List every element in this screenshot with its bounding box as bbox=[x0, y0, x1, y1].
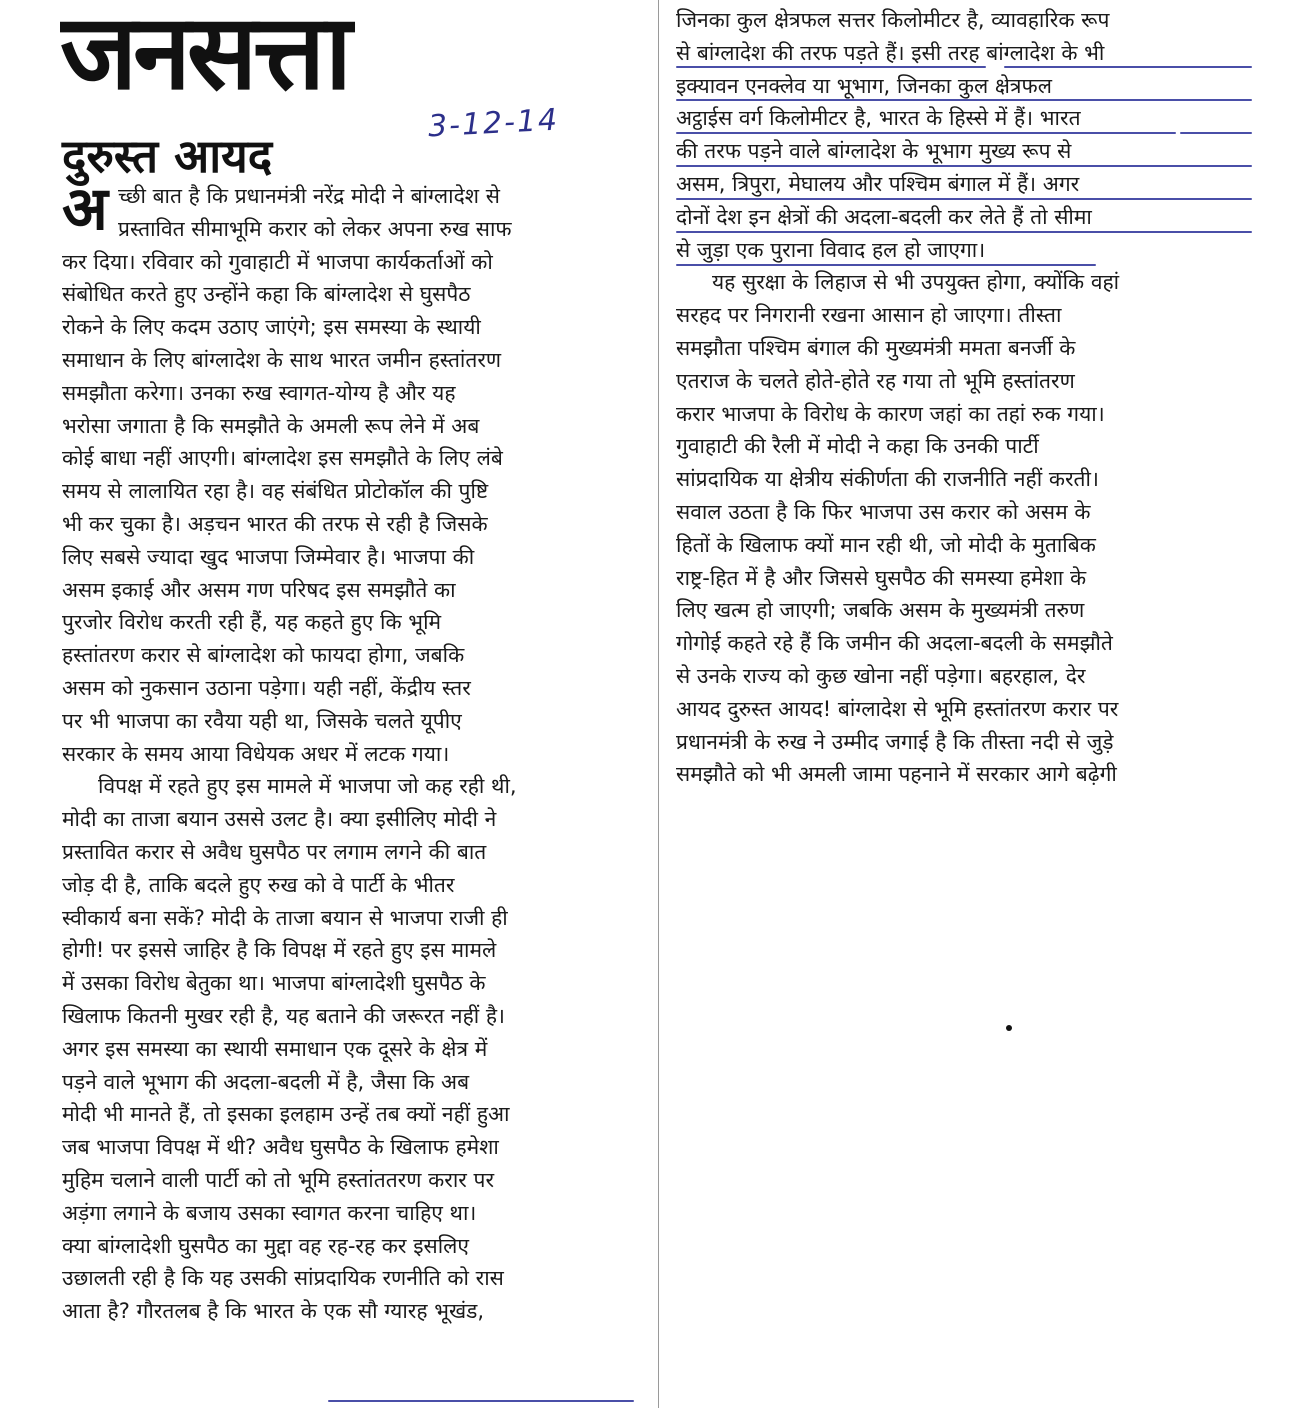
drop-cap-letter: अ bbox=[62, 174, 108, 244]
article-line: राष्ट्र-हित में है और जिससे घुसपैठ की समस्या हमेशा के bbox=[676, 565, 1087, 590]
article-line: लिए सबसे ज्यादा खुद भाजपा जिम्मेवार है। भाजपा की bbox=[62, 544, 475, 569]
article-line: असम इकाई और असम गण परिषद इस समझौते का bbox=[62, 577, 456, 602]
article-line: विपक्ष में रहते हुए इस मामले में भाजपा जो कह रही थी, bbox=[98, 774, 517, 799]
article-line: कोई बाधा नहीं आएगी। बांग्लादेश इस समझौते के लिए लंबे bbox=[62, 446, 503, 471]
article-line: लिए खत्म हो जाएगी; जबकि असम के मुख्यमंत्री तरुण bbox=[676, 598, 1085, 623]
article-line: अगर इस समस्या का स्थायी समाधान एक दूसरे के क्षेत्र में bbox=[62, 1036, 488, 1061]
handwritten-date-note: 3-12-14 bbox=[427, 102, 560, 145]
article-line: सांप्रदायिक या क्षेत्रीय संकीर्णता की राजनीति नहीं करती। bbox=[676, 467, 1099, 492]
article-line: संबोधित करते हुए उन्होंने कहा कि बांग्लादेश से घुसपैठ bbox=[62, 282, 471, 307]
pen-underline bbox=[1180, 132, 1252, 134]
print-speck bbox=[1006, 1025, 1012, 1031]
article-line: से जुड़ा एक पुराना विवाद हल हो जाएगा। bbox=[676, 237, 986, 262]
left-column bbox=[62, 174, 642, 1328]
article-line: सरकार के समय आया विधेयक अधर में लटक गया। bbox=[62, 741, 450, 766]
article-line: प्रधानमंत्री के रुख ने उम्मीद जगाई है कि तीस्ता नदी से जुड़े bbox=[676, 729, 1114, 754]
article-line: सवाल उठता है कि फिर भाजपा उस करार को असम के bbox=[676, 499, 1091, 524]
article-line: क्या बांग्लादेशी घुसपैठ का मुद्दा वह रह-रह कर इसलिए bbox=[62, 1233, 469, 1258]
article-line: च्छी बात है कि प्रधानमंत्री नरेंद्र मोदी ने बांग्लादेश से bbox=[118, 184, 500, 208]
article-line: समझौता करेगा। उनका रुख स्वागत-योग्य है और यह bbox=[62, 380, 456, 405]
article-line: पर भी भाजपा का रवैया यही था, जिसके चलते यूपीए bbox=[62, 708, 462, 733]
article-line: अड़ंगा लगाने के बजाय उसका स्वागत करना चाहिए था। bbox=[62, 1200, 477, 1225]
article-line: प्रस्तावित करार से अवैध घुसपैठ पर लगाम लगने की बात bbox=[62, 839, 487, 864]
article-line: समाधान के लिए बांग्लादेश के साथ भारत जमीन हस्तांतरण bbox=[62, 347, 502, 372]
column-divider bbox=[658, 0, 659, 1408]
article-line: समझौता पश्चिम बंगाल की मुख्यमंत्री ममता बनर्जी के bbox=[676, 335, 1076, 360]
article-line: जोड़ दी है, ताकि बदले हुए रुख को वे पार्टी के भीतर bbox=[62, 872, 455, 897]
article-line: अट्ठाईस वर्ग किलोमीटर है, भारत के हिस्से में हैं। भारत bbox=[676, 106, 1081, 131]
newspaper-masthead: जनसत्ता bbox=[60, 0, 348, 108]
article-line: पुरजोर विरोध करती रही हैं, यह कहते हुए कि भूमि bbox=[62, 610, 442, 635]
article-line: असम, त्रिपुरा, मेघालय और पश्चिम बंगाल में हैं। अगर bbox=[676, 171, 1080, 196]
article-line: में उसका विरोध बेतुका था। भाजपा बांग्लादेशी घुसपैठ के bbox=[62, 971, 486, 996]
article-line: जब भाजपा विपक्ष में थी? अवैध घुसपैठ के खिलाफ हमेशा bbox=[62, 1135, 499, 1160]
pen-underline bbox=[676, 231, 1252, 233]
article-line: समय से लालायित रहा है। वह संबंधित प्रोटोकॉल की पुष्टि bbox=[62, 479, 489, 504]
article-line: होगी! पर इससे जाहिर है कि विपक्ष में रहते हुए इस मामले bbox=[62, 938, 497, 963]
article-line: उछालती रही है कि यह उसकी सांप्रदायिक रणनीति को रास bbox=[62, 1266, 504, 1291]
article-line: खिलाफ कितनी मुखर रही है, यह बताने की जरूरत नहीं है। bbox=[62, 1003, 505, 1028]
editorial-headline: दुरुस्त आयद bbox=[62, 129, 273, 183]
pen-underline bbox=[676, 99, 1252, 101]
right-column bbox=[676, 4, 1254, 791]
pen-underline bbox=[676, 264, 1096, 266]
pen-underline bbox=[1004, 66, 1252, 68]
article-line: की तरफ पड़ने वाले बांग्लादेश के भूभाग मुख्य रूप से bbox=[676, 139, 1072, 164]
article-line: स्वीकार्य बना सकें? मोदी के ताजा बयान से भाजपा राजी ही bbox=[62, 905, 508, 930]
pen-underline bbox=[676, 66, 986, 68]
article-line: से बांग्लादेश की तरफ पड़ते हैं। इसी तरह बांग्लादेश के भी bbox=[676, 40, 1105, 65]
article-line: आता है? गौरतलब है कि भारत के एक सौ ग्यारह भूखंड, bbox=[62, 1299, 485, 1324]
article-line: पड़ने वाले भूभाग की अदला-बदली में है, जैसा कि अब bbox=[62, 1069, 470, 1094]
article-line: दोनों देश इन क्षेत्रों की अदला-बदली कर लेते हैं तो सीमा bbox=[676, 204, 1092, 229]
pen-underline bbox=[328, 1400, 634, 1402]
article-line: प्रस्तावित सीमाभूमि करार को लेकर अपना रुख साफ bbox=[118, 216, 512, 241]
article-line: एतराज के चलते होते-होते रह गया तो भूमि हस्तांतरण bbox=[676, 368, 1075, 393]
article-line: आयद दुरुस्त आयद! बांग्लादेश से भूमि हस्तांतरण करार पर bbox=[676, 696, 1119, 721]
article-line: कर दिया। रविवार को गुवाहाटी में भाजपा कार्यकर्ताओं को bbox=[62, 249, 493, 274]
article-line: भरोसा जगाता है कि समझौते के अमली रूप लेने में अब bbox=[62, 413, 480, 438]
article-line: इक्यावन एनक्लेव या भूभाग, जिनका कुल क्षेत्रफल bbox=[676, 73, 1052, 98]
article-line: असम को नुकसान उठाना पड़ेगा। यही नहीं, केंद्रीय स्तर bbox=[62, 675, 471, 700]
article-line: मुहिम चलाने वाली पार्टी को तो भूमि हस्तांततरण करार पर bbox=[62, 1167, 495, 1192]
article-line: से उनके राज्य को कुछ खोना नहीं पड़ेगा। बहरहाल, देर bbox=[676, 663, 1086, 688]
article-line: मोदी भी मानते हैं, तो इसका इलहाम उन्हें तब क्यों नहीं हुआ bbox=[62, 1102, 510, 1127]
article-line: हितों के खिलाफ क्यों मान रही थी, जो मोदी के मुताबिक bbox=[676, 532, 1096, 557]
article-line: भी कर चुका है। अड़चन भारत की तरफ से रही है जिसके bbox=[62, 511, 488, 536]
article-line: रोकने के लिए कदम उठाए जाएंगे; इस समस्या के स्थायी bbox=[62, 315, 481, 340]
pen-underline bbox=[676, 132, 1176, 134]
article-line: जिनका कुल क्षेत्रफल सत्तर किलोमीटर है, व्यावहारिक रूप bbox=[676, 8, 1110, 32]
article-line: यह सुरक्षा के लिहाज से भी उपयुक्त होगा, क्योंकि वहां bbox=[712, 270, 1120, 295]
article-line: मोदी का ताजा बयान उससे उलट है। क्या इसीलिए मोदी ने bbox=[62, 807, 497, 832]
article-line: करार भाजपा के विरोध के कारण जहां का तहां रुक गया। bbox=[676, 401, 1105, 426]
article-line: हस्तांतरण करार से बांग्लादेश को फायदा होगा, जबकि bbox=[62, 643, 465, 668]
pen-underline bbox=[676, 165, 1252, 167]
article-line: समझौते को भी अमली जामा पहनाने में सरकार आगे बढ़ेगी bbox=[676, 762, 1117, 787]
article-line: सरहद पर निगरानी रखना आसान हो जाएगा। तीस्ता bbox=[676, 303, 1062, 328]
article-line: गोगोई कहते रहे हैं कि जमीन की अदला-बदली के समझौते bbox=[676, 631, 1113, 656]
article-line: गुवाहाटी की रैली में मोदी ने कहा कि उनकी पार्टी bbox=[676, 434, 1039, 459]
pen-underline bbox=[676, 198, 1252, 200]
